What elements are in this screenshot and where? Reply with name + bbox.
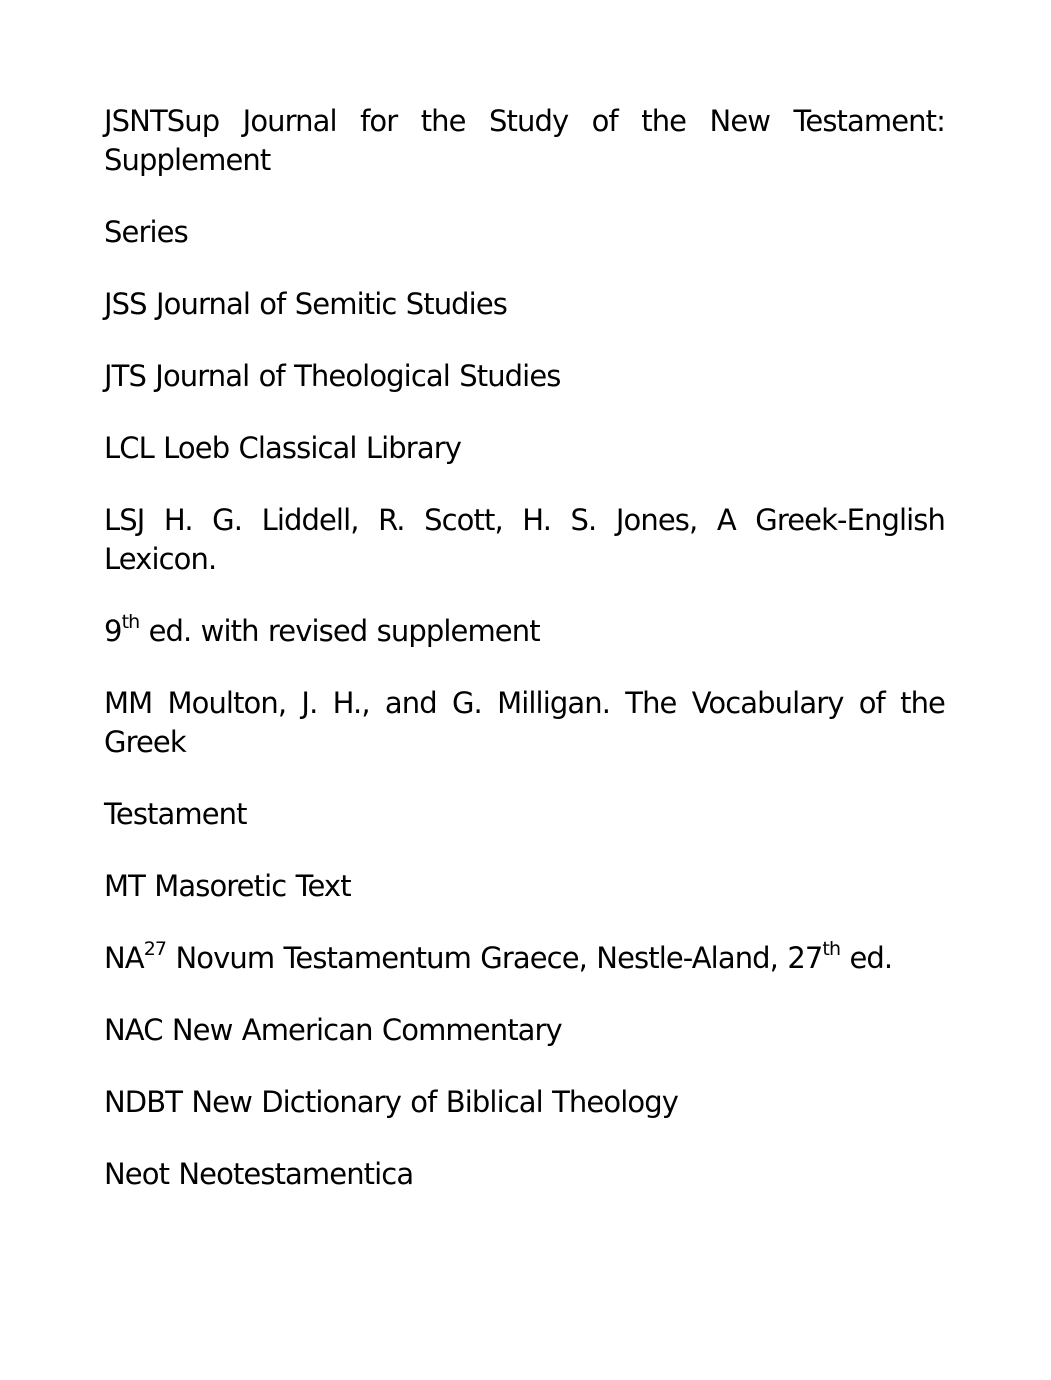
superscript-edition-number: 27 [143, 938, 167, 961]
superscript-ordinal: th [822, 938, 841, 961]
abbreviation-entry-na27: NA$^{27}$ Novum Testamentum Graece, Nestle-Aland, 27th ed. [104, 938, 893, 975]
abbreviation-entry-nac: NAC New American Commentary [104, 1013, 562, 1047]
abbreviation-entry-lsj-edition: 9th ed. with revised supplement [104, 611, 540, 648]
abbreviation-entry-mm: MM Moulton, J. H., and G. Milligan. The Vocabulary of the Greek [104, 686, 945, 759]
superscript-ordinal: th [121, 611, 140, 634]
abbreviation-entry-lcl: LCL Loeb Classical Library [104, 431, 461, 465]
abbreviation-entry-jss: JSS Journal of Semitic Studies [104, 287, 507, 321]
abbreviation-entry-jts: JTS Journal of Theological Studies [104, 359, 561, 393]
abbreviation-entry-testament: Testament [104, 797, 247, 831]
abbreviation-entry-ndbt: NDBT New Dictionary of Biblical Theology [104, 1085, 678, 1119]
abbreviation-entry-mt: MT Masoretic Text [104, 869, 351, 903]
abbreviation-list [104, 102, 945, 1227]
abbreviation-entry-lsj: LSJ H. G. Liddell, R. Scott, H. S. Jones, A Greek-English Lexicon. [104, 503, 945, 576]
abbreviation-entry-jsntsup: JSNTSup Journal for the Study of the New Testament: Supplement [104, 104, 945, 177]
abbreviation-entry-series: Series [104, 215, 188, 249]
abbreviation-entry-neot: Neot Neotestamentica [104, 1157, 414, 1191]
